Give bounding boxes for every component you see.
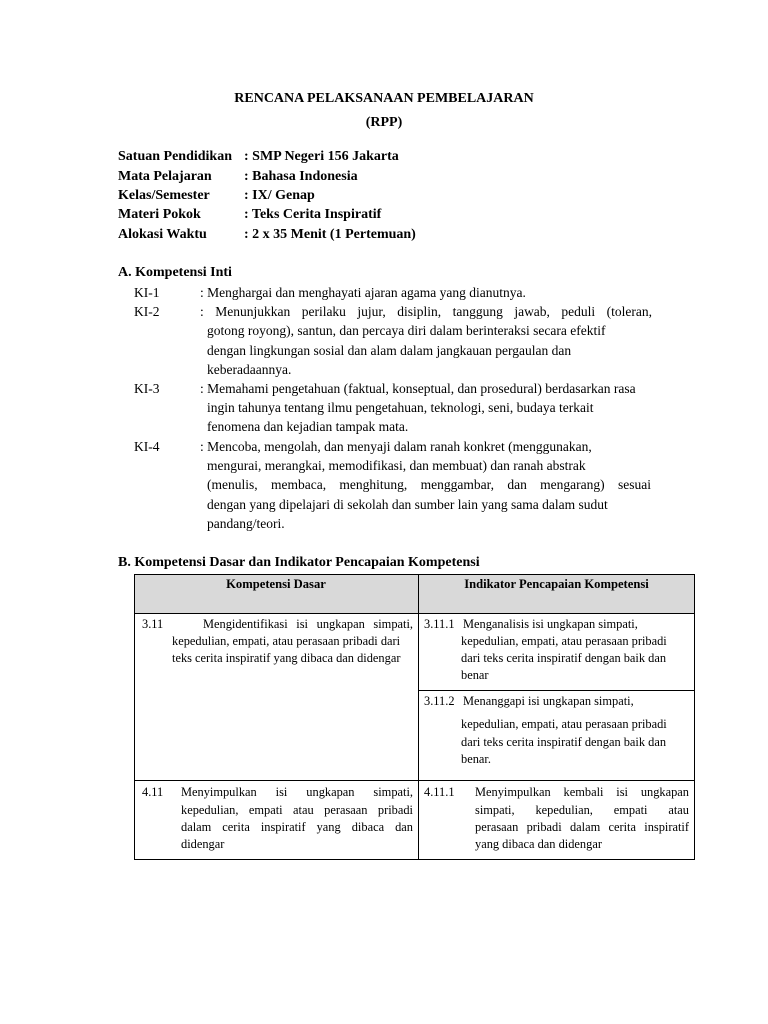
ipk-text-line: Menganalisis isi ungkapan simpati, (463, 617, 638, 631)
identity-value: : Bahasa Indonesia (244, 169, 358, 184)
identity-label: Mata Pelajaran (118, 169, 212, 184)
document-title: RENCANA PELAKSANAAN PEMBELAJARAN (234, 91, 534, 106)
ipk-text-line: kepedulian, empati, atau perasaan pribadi (461, 634, 667, 648)
ki-text-line: keberadaannya. (207, 362, 292, 377)
ki-code: KI-4 (134, 439, 160, 454)
ki-code: KI-2 (134, 304, 160, 319)
identity-value: : SMP Negeri 156 Jakarta (244, 149, 399, 164)
kd-text-line: Menyimpulkan isi ungkapan simpati, (181, 785, 413, 799)
ki-text-line: : Menunjukkan perilaku jujur, disiplin, tanggung jawab, peduli (toleran, (200, 304, 652, 319)
ipk-text-line: simpati, kepedulian, empati atau (475, 803, 689, 817)
ki-text-line: dengan yang dipelajari di sekolah dan sumber lain yang sama dalam sudut (207, 497, 608, 512)
ki-text-line: pandang/teori. (207, 516, 285, 531)
ipk-text-line: dari teks cerita inspiratif dengan baik dan (461, 735, 667, 749)
ki-text-line: : Mencoba, mengolah, dan menyaji dalam ranah konkret (menggunakan, (200, 439, 592, 454)
ki-code: KI-1 (134, 285, 160, 300)
document-subtitle: (RPP) (365, 115, 403, 130)
ki-text-line: : Menghargai dan menghayati ajaran agama yang dianutnya. (200, 285, 526, 300)
kd-text-line: didengar (181, 837, 225, 851)
kd-text-line: dalam cerita inspiratif yang dibaca dan (181, 820, 413, 834)
ipk-number: 3.11.2 (424, 694, 455, 708)
kd-number: 3.11 (142, 617, 164, 631)
ipk-text-line: yang dibaca dan didengar (475, 837, 602, 851)
ipk-text-line: perasaan pribadi dalam cerita inspiratif (475, 820, 689, 834)
ki-text-line: ingin tahunya tentang ilmu pengetahuan, teknologi, seni, budaya terkait (207, 400, 594, 415)
kd-text-line: Mengidentifikasi isi ungkapan simpati, (203, 617, 413, 631)
identity-label: Materi Pokok (118, 207, 201, 222)
identity-label: Satuan Pendidikan (118, 149, 232, 164)
section-a-heading: A. Kompetensi Inti (118, 265, 232, 280)
ki-text-line: dengan lingkungan sosial dan alam dalam jangkauan pergaulan dan (207, 343, 572, 358)
ki-text-line: : Memahami pengetahuan (faktual, konseptual, dan prosedural) berdasarkan rasa (200, 381, 636, 396)
ipk-text-line: benar. (461, 752, 491, 766)
ki-text-line: mengurai, merangkai, memodifikasi, dan membuat) dan ranah abstrak (207, 458, 586, 473)
ki-code: KI-3 (134, 381, 160, 396)
ipk-text-line: Menanggapi isi ungkapan simpati, (463, 694, 634, 708)
ipk-text-line: Menyimpulkan kembali isi ungkapan (475, 785, 689, 799)
ipk-number: 3.11.1 (424, 617, 455, 631)
ipk-text-line: benar (461, 668, 489, 682)
kd-text-line: kepedulian, empati, atau perasaan pribadi dari (172, 634, 401, 648)
ipk-number: 4.11.1 (424, 785, 455, 799)
kd-text-line: teks cerita inspiratif yang dibaca dan didengar (172, 651, 401, 665)
column-header-kompetensi-dasar: Kompetensi Dasar (226, 577, 326, 591)
section-b-heading: B. Kompetensi Dasar dan Indikator Pencapaian Kompetensi (118, 555, 480, 570)
column-header-indikator: Indikator Pencapaian Kompetensi (464, 577, 649, 591)
identity-label: Alokasi Waktu (118, 227, 207, 242)
ki-text-line: (menulis, membaca, menghitung, menggambar, dan mengarang) sesuai (207, 477, 651, 492)
identity-value: : IX/ Genap (244, 188, 315, 203)
identity-value: : 2 x 35 Menit (1 Pertemuan) (244, 227, 416, 242)
ipk-text-line: dari teks cerita inspiratif dengan baik dan (461, 651, 667, 665)
ki-text-line: fenomena dan kejadian tampak mata. (207, 419, 409, 434)
identity-value: : Teks Cerita Inspiratif (244, 207, 382, 222)
kd-number: 4.11 (142, 785, 164, 799)
ki-text-line: gotong royong), santun, dan percaya diri dalam berinteraksi secara efektif (207, 323, 606, 338)
kd-text-line: kepedulian, empati atau perasaan pribadi (181, 803, 413, 817)
identity-label: Kelas/Semester (118, 188, 210, 203)
ipk-text-line: kepedulian, empati, atau perasaan pribadi (461, 717, 667, 731)
